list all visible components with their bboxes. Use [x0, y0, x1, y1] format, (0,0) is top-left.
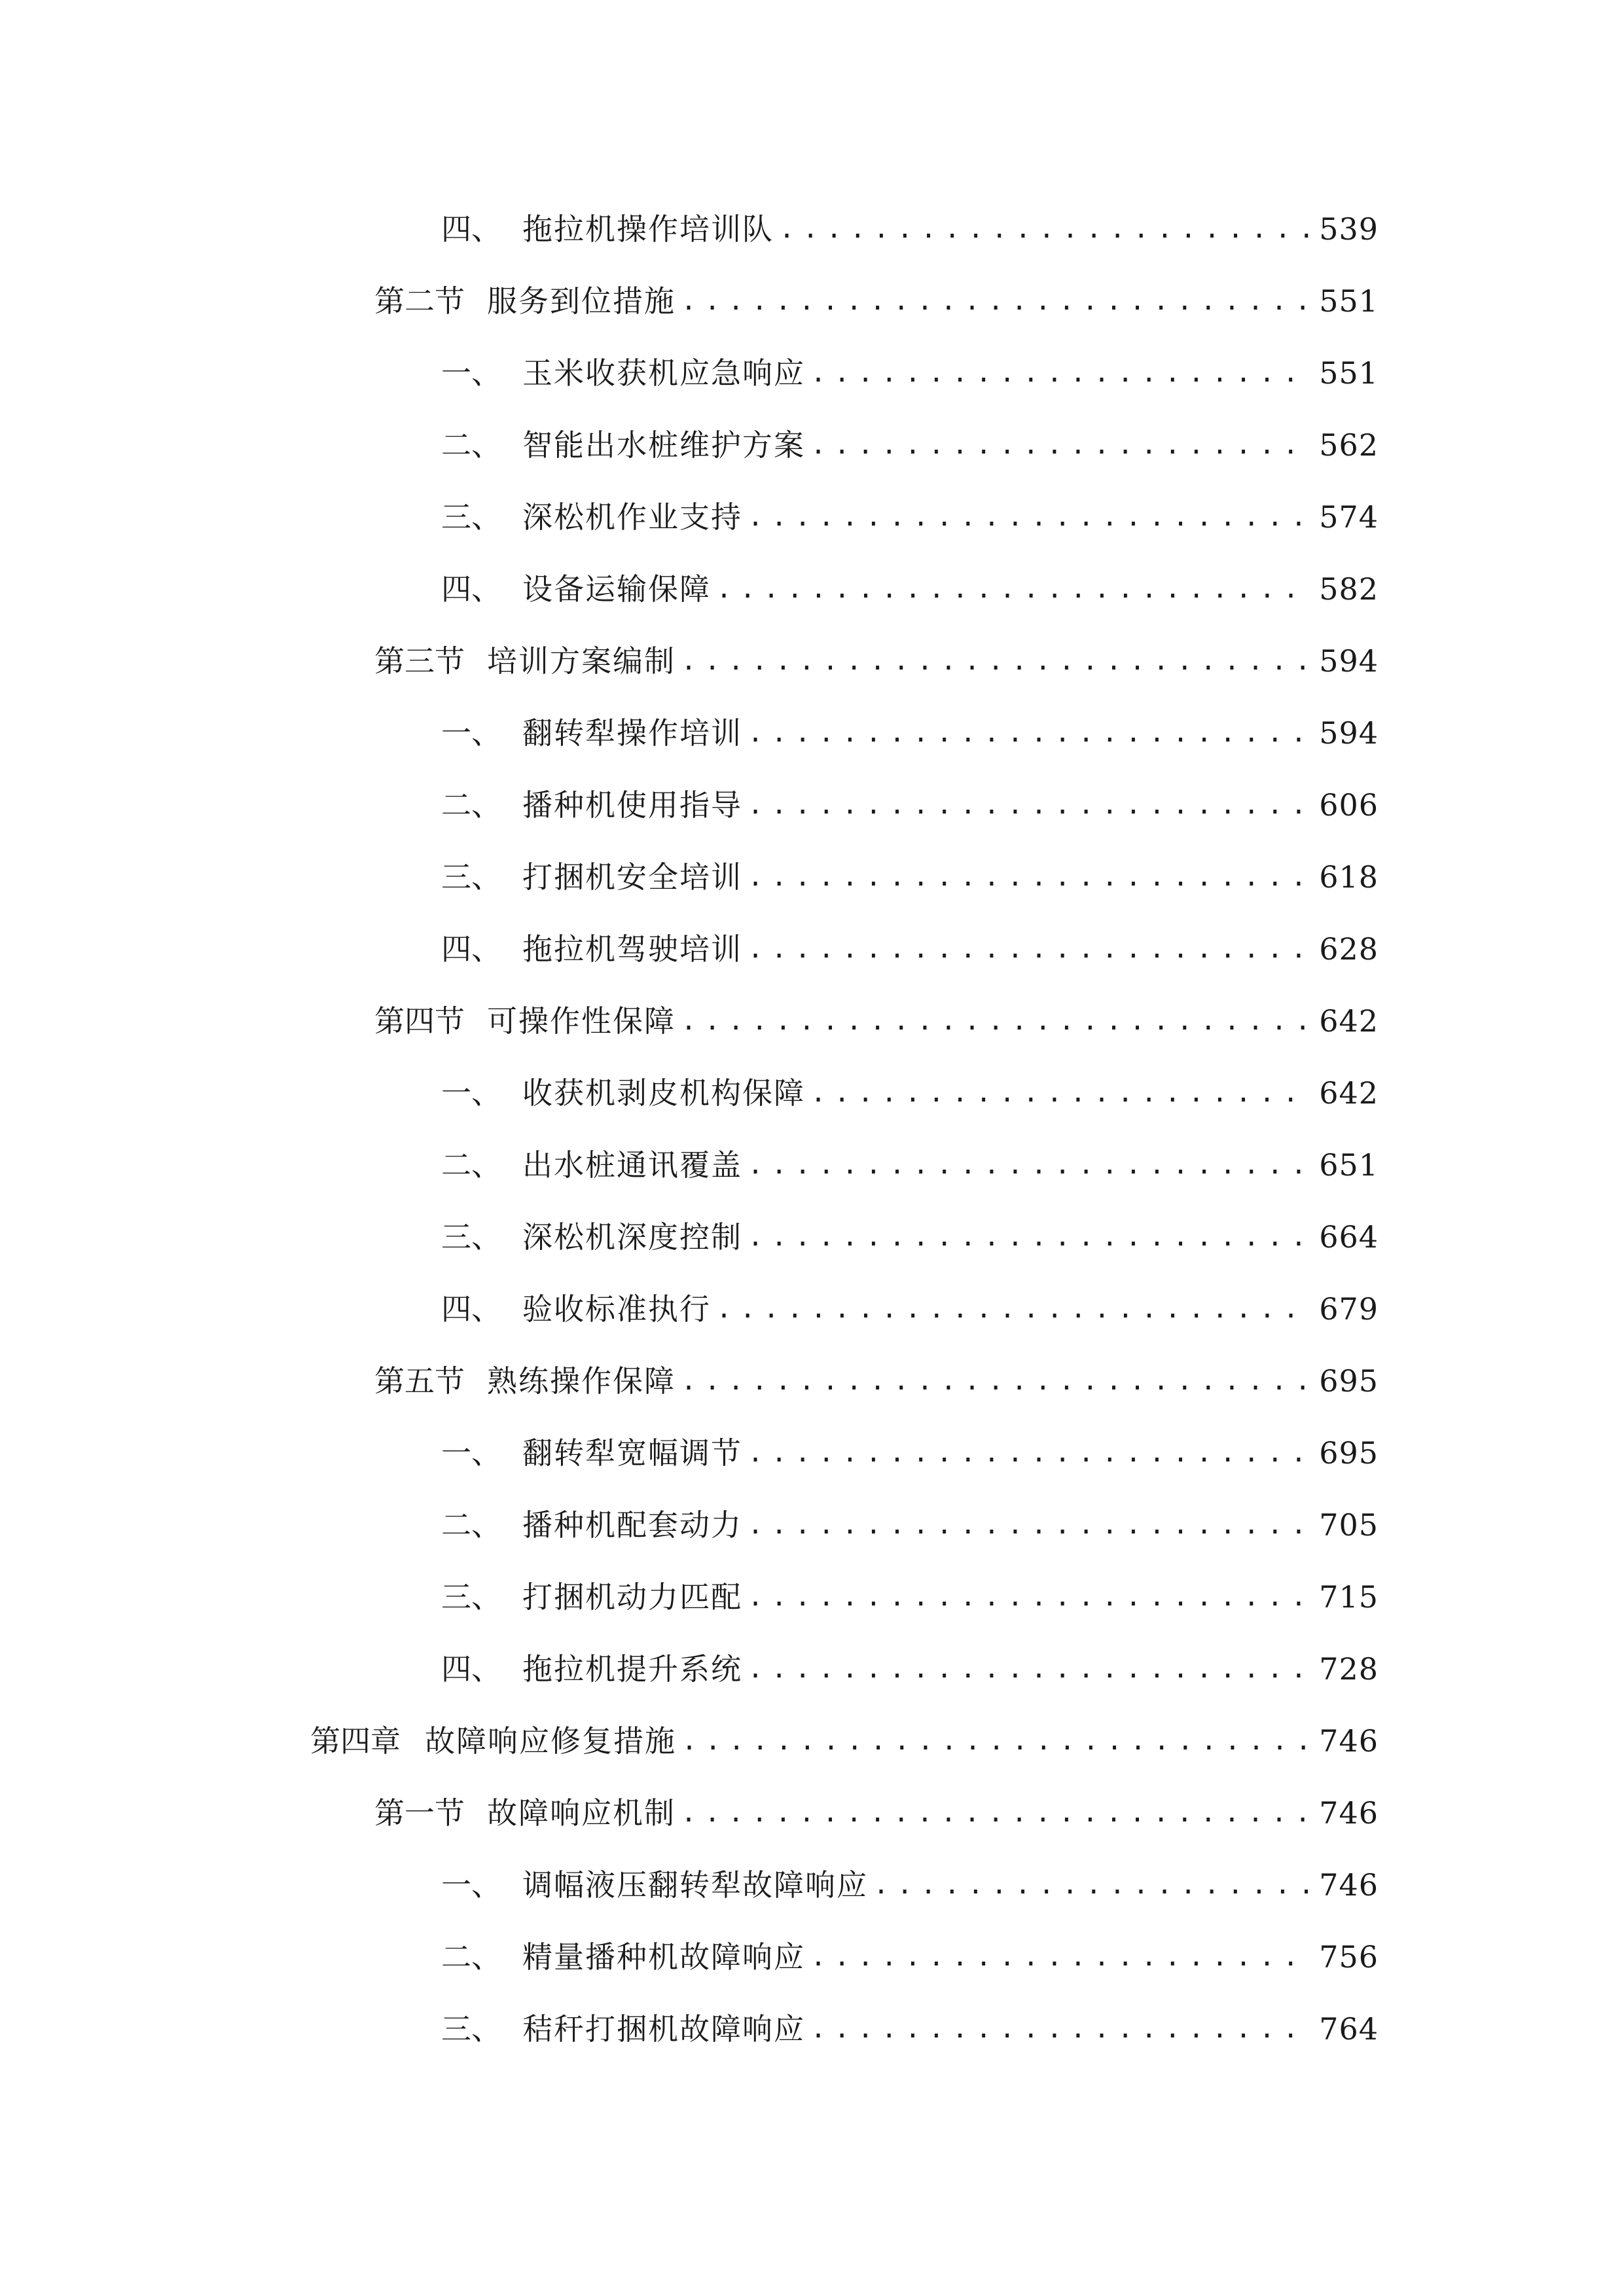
- toc-entry-title: 播种机配套动力: [522, 1507, 742, 1543]
- toc-entry-page: 664: [1319, 1219, 1379, 1255]
- toc-entry-number: 一、: [441, 1075, 501, 1111]
- toc-entry-page: 628: [1319, 931, 1379, 967]
- toc-entry[interactable]: [441, 779, 1379, 831]
- toc-entry-title: 打捆机安全培训: [522, 859, 742, 895]
- toc-entry-number: 三、: [441, 1219, 501, 1255]
- toc-entry-number: 第四章: [310, 1723, 401, 1759]
- toc-entry-number: 一、: [441, 1435, 501, 1471]
- toc-entry[interactable]: [441, 851, 1379, 903]
- dot-leader: [748, 851, 1312, 903]
- toc-entry-page: 651: [1319, 1147, 1379, 1183]
- toc-entry[interactable]: [441, 1859, 1379, 1911]
- toc-entry-page: 618: [1319, 859, 1379, 895]
- toc-entry-title: 智能出水桩维护方案: [522, 427, 805, 463]
- toc-entry-page: 551: [1319, 283, 1379, 319]
- dot-leader: [810, 1067, 1312, 1119]
- toc-entry-title: 培训方案编制: [487, 643, 676, 679]
- dot-leader: [716, 1283, 1312, 1335]
- toc-entry[interactable]: [441, 1067, 1379, 1119]
- dot-leader: [681, 1715, 1312, 1767]
- toc-entry[interactable]: [441, 1931, 1379, 1983]
- toc-entry-title: 精量播种机故障响应: [522, 1939, 805, 1975]
- dot-leader: [748, 1211, 1312, 1263]
- toc-entry-number: 四、: [441, 211, 501, 247]
- toc-entry[interactable]: [441, 1643, 1379, 1695]
- dot-leader: [810, 1931, 1312, 1983]
- toc-entry-title: 设备运输保障: [522, 571, 711, 607]
- toc-entry[interactable]: [441, 347, 1379, 399]
- toc-entry-number: 二、: [441, 787, 501, 823]
- dot-leader: [681, 275, 1312, 327]
- dot-leader: [681, 635, 1312, 687]
- toc-entry-page: 695: [1319, 1363, 1379, 1399]
- toc-entry[interactable]: [441, 1139, 1379, 1191]
- dot-leader: [810, 419, 1312, 471]
- toc-entry[interactable]: [441, 707, 1379, 759]
- dot-leader: [681, 1355, 1312, 1407]
- dot-leader: [716, 563, 1312, 615]
- toc-entry[interactable]: [441, 563, 1379, 615]
- toc-entry-title: 拖拉机驾驶培训: [522, 931, 742, 967]
- toc-entry-page: 695: [1319, 1435, 1379, 1471]
- toc-entry-title: 服务到位措施: [487, 283, 676, 319]
- toc-entry-number: 第五节: [374, 1363, 465, 1399]
- dot-leader: [681, 995, 1312, 1047]
- toc-entry-title: 故障响应修复措施: [425, 1723, 676, 1759]
- toc-entry-title: 打捆机动力匹配: [522, 1579, 742, 1615]
- toc-entry-title: 翻转犁宽幅调节: [522, 1435, 742, 1471]
- toc-entry-title: 拖拉机提升系统: [522, 1651, 742, 1687]
- dot-leader: [748, 779, 1312, 831]
- toc-entry[interactable]: [441, 1427, 1379, 1479]
- toc-entry-number: 二、: [441, 1147, 501, 1183]
- dot-leader: [748, 707, 1312, 759]
- toc-entry[interactable]: [310, 1715, 1379, 1767]
- toc-entry-number: 第二节: [374, 283, 465, 319]
- toc-entry[interactable]: [441, 1571, 1379, 1623]
- toc-entry-number: 三、: [441, 1579, 501, 1615]
- toc-entry[interactable]: [441, 491, 1379, 543]
- toc-entry-title: 玉米收获机应急响应: [522, 355, 805, 391]
- toc-entry-page: 728: [1319, 1651, 1379, 1687]
- toc-entry-page: 594: [1319, 715, 1379, 751]
- toc-entry-title: 熟练操作保障: [487, 1363, 676, 1399]
- toc-entry-number: 三、: [441, 2011, 501, 2047]
- toc-entry-number: 一、: [441, 715, 501, 751]
- toc-entry[interactable]: [441, 923, 1379, 975]
- toc-entry-page: 539: [1319, 211, 1379, 247]
- dot-leader: [810, 2003, 1312, 2055]
- toc-entry[interactable]: [441, 2003, 1379, 2055]
- toc-entry-title: 调幅液压翻转犁故障响应: [522, 1867, 868, 1903]
- toc-entry-page: 764: [1319, 2011, 1379, 2047]
- toc-entry-page: 562: [1319, 427, 1379, 463]
- toc-entry-number: 三、: [441, 859, 501, 895]
- toc-entry-number: 二、: [441, 427, 501, 463]
- dot-leader: [748, 1427, 1312, 1479]
- toc-entry[interactable]: [441, 419, 1379, 471]
- toc-entry-page: 679: [1319, 1291, 1379, 1327]
- toc-entry-number: 一、: [441, 1867, 501, 1903]
- toc-entry[interactable]: [374, 1355, 1379, 1407]
- toc-entry-title: 深松机深度控制: [522, 1219, 742, 1255]
- toc-entry-title: 故障响应机制: [487, 1795, 676, 1831]
- toc-entry-title: 出水桩通讯覆盖: [522, 1147, 742, 1183]
- toc-entry-number: 三、: [441, 499, 501, 535]
- toc-entry-page: 594: [1319, 643, 1379, 679]
- toc-entry-title: 翻转犁操作培训: [522, 715, 742, 751]
- dot-leader: [779, 203, 1312, 255]
- dot-leader: [748, 1139, 1312, 1191]
- toc-entry[interactable]: [441, 1283, 1379, 1335]
- toc-entry-title: 播种机使用指导: [522, 787, 742, 823]
- toc-entry-title: 拖拉机操作培训队: [522, 211, 774, 247]
- toc-entry-page: 746: [1319, 1795, 1379, 1831]
- toc-entry-title: 验收标准执行: [522, 1291, 711, 1327]
- toc-entry-page: 574: [1319, 499, 1379, 535]
- toc-entry-page: 746: [1319, 1723, 1379, 1759]
- toc-entry-number: 四、: [441, 1291, 501, 1327]
- dot-leader: [748, 923, 1312, 975]
- dot-leader: [748, 1643, 1312, 1695]
- toc-entry-number: 一、: [441, 355, 501, 391]
- toc-entry-number: 第四节: [374, 1003, 465, 1039]
- toc-entry-page: 606: [1319, 787, 1379, 823]
- toc-entry-page: 551: [1319, 355, 1379, 391]
- toc-entry-page: 582: [1319, 571, 1379, 607]
- toc-entry-page: 756: [1319, 1939, 1379, 1975]
- toc-entry-number: 二、: [441, 1939, 501, 1975]
- dot-leader: [748, 1571, 1312, 1623]
- toc-entry[interactable]: [441, 1211, 1379, 1263]
- toc-entry[interactable]: [441, 1499, 1379, 1551]
- dot-leader: [681, 1787, 1312, 1839]
- toc-entry[interactable]: [374, 995, 1379, 1047]
- toc-entry-title: 秸秆打捆机故障响应: [522, 2011, 805, 2047]
- toc-entry-title: 深松机作业支持: [522, 499, 742, 535]
- toc-entry-number: 四、: [441, 1651, 501, 1687]
- toc-entry-number: 四、: [441, 571, 501, 607]
- toc-entry-number: 第一节: [374, 1795, 465, 1831]
- dot-leader: [873, 1859, 1312, 1911]
- dot-leader: [748, 1499, 1312, 1551]
- toc-entry[interactable]: [441, 203, 1379, 255]
- toc-entry-page: 746: [1319, 1867, 1379, 1903]
- toc-entry-page: 715: [1319, 1579, 1379, 1615]
- dot-leader: [810, 347, 1312, 399]
- toc-entry[interactable]: [374, 635, 1379, 687]
- toc-entry-page: 642: [1319, 1003, 1379, 1039]
- toc-entry-page: 705: [1319, 1507, 1379, 1543]
- toc-entry-title: 收获机剥皮机构保障: [522, 1075, 805, 1111]
- toc-entry[interactable]: [374, 275, 1379, 327]
- toc-entry-title: 可操作性保障: [487, 1003, 676, 1039]
- dot-leader: [748, 491, 1312, 543]
- toc-entry-number: 四、: [441, 931, 501, 967]
- toc-entry-page: 642: [1319, 1075, 1379, 1111]
- toc-entry[interactable]: [374, 1787, 1379, 1839]
- toc-entry-number: 第三节: [374, 643, 465, 679]
- toc-entry-number: 二、: [441, 1507, 501, 1543]
